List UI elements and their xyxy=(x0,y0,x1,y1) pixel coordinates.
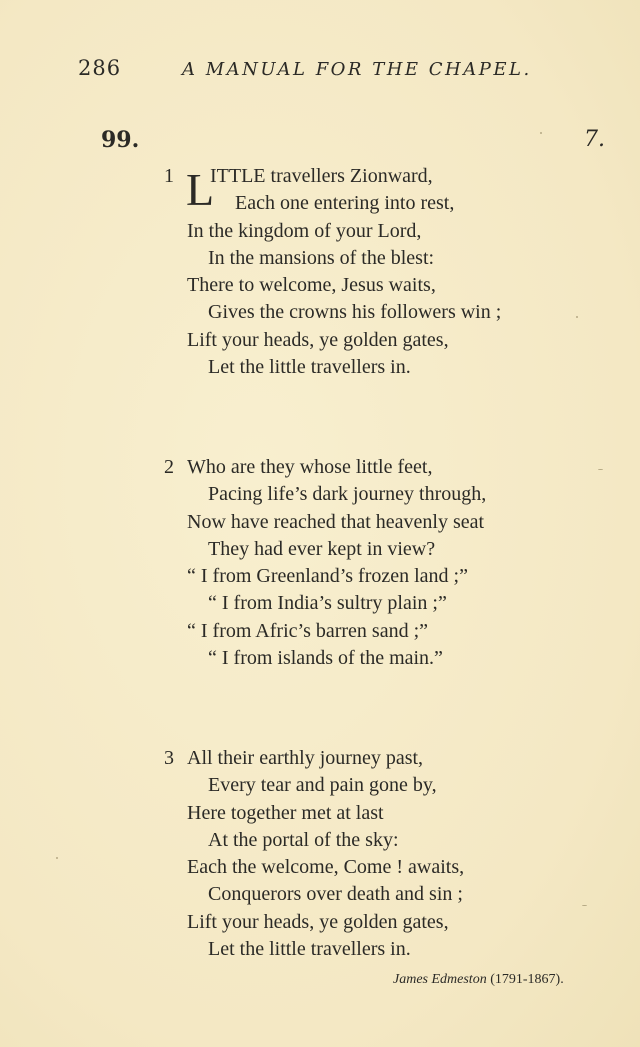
page-number: 286 xyxy=(78,56,122,80)
stanza-line-text: “ I from India’s sultry plain ;” xyxy=(208,592,447,615)
stanza-number: 3 xyxy=(164,747,174,769)
stanza-2 xyxy=(160,456,620,674)
stanza-line-text: Each the welcome, Come ! awaits, xyxy=(187,856,465,879)
hymn-number: 99. xyxy=(101,127,140,153)
stanza-line xyxy=(160,356,620,383)
stanza-line xyxy=(160,883,620,910)
stanza-line-text: Who are they whose little feet, xyxy=(187,456,433,478)
stanza-line-text: “ I from Afric’s barren sand ;” xyxy=(187,619,429,642)
stanza-line-text: In the mansions of the blest: xyxy=(208,246,435,269)
stanza-line xyxy=(160,774,620,801)
stanza-line xyxy=(160,856,620,883)
stanza-number: 1 xyxy=(164,165,174,187)
stanza-line xyxy=(160,301,620,328)
paper-speck xyxy=(56,857,58,859)
paper-speck xyxy=(576,316,578,318)
stanza-line-text: Each one entering into rest, xyxy=(235,192,455,215)
stanza-line xyxy=(160,802,620,829)
author-dates: (1791-1867). xyxy=(490,972,564,987)
drop-capital: L xyxy=(186,164,215,215)
stanza-line-text: Now have reached that heavenly seat xyxy=(187,510,485,533)
stanza-line-text: There to welcome, Jesus waits, xyxy=(187,274,436,297)
stanza-line xyxy=(160,565,620,592)
stanza-line xyxy=(160,329,620,356)
stanza-line xyxy=(160,647,620,674)
stanza-line xyxy=(162,192,620,219)
stanza-line xyxy=(160,829,620,856)
stanza-line-text: At the portal of the sky: xyxy=(208,828,399,851)
stanza-line-text: “ I from islands of the main.” xyxy=(208,647,443,670)
stanza-line-text: Lift your heads, ye golden gates, xyxy=(187,328,449,351)
stanza-line xyxy=(160,483,620,510)
stanza-line xyxy=(160,274,620,301)
stanza-line-text: Pacing life’s dark journey through, xyxy=(208,483,487,506)
stanza-line xyxy=(160,592,620,619)
stanza-number: 2 xyxy=(164,456,174,478)
stanza-line xyxy=(160,747,620,774)
paper-speck xyxy=(540,132,542,134)
stanza-3 xyxy=(160,747,620,965)
stanza-line-text: Every tear and pain gone by, xyxy=(208,774,437,797)
author-name: James Edmeston xyxy=(393,972,487,987)
stanza-line xyxy=(160,511,620,538)
hymn-meter: 7. xyxy=(584,127,605,152)
stanza-line-text: Lift your heads, ye golden gates, xyxy=(187,910,449,933)
paper-speck xyxy=(582,905,587,906)
stanza-line-text: They had ever kept in view? xyxy=(208,537,436,560)
stanza-line xyxy=(160,938,620,965)
stanza-line xyxy=(160,620,620,647)
stanza-line-text: Let the little travellers in. xyxy=(208,356,411,379)
stanza-line-text: Gives the crowns his followers win ; xyxy=(208,301,502,324)
stanza-line xyxy=(160,456,620,483)
running-head: A MANUAL FOR THE CHAPEL. xyxy=(182,59,532,80)
stanza-line-text: ITTLE travellers Zionward, xyxy=(210,165,433,187)
hymn-attribution xyxy=(393,972,564,988)
stanza-line-text: In the kingdom of your Lord, xyxy=(187,219,422,242)
paper-speck xyxy=(598,469,603,470)
stanza-line xyxy=(160,538,620,565)
stanza-line-text: Conquerors over death and sin ; xyxy=(208,883,463,906)
stanza-line xyxy=(160,247,620,274)
stanza-line xyxy=(160,911,620,938)
stanza-line-text: “ I from Greenland’s frozen land ;” xyxy=(187,565,468,588)
stanza-line-text: All their earthly journey past, xyxy=(187,747,424,769)
stanza-1 xyxy=(160,165,620,383)
stanza-line-text: Here together met at last xyxy=(187,801,384,824)
stanza-line xyxy=(160,220,620,247)
stanza-line-text: Let the little travellers in. xyxy=(208,938,411,961)
